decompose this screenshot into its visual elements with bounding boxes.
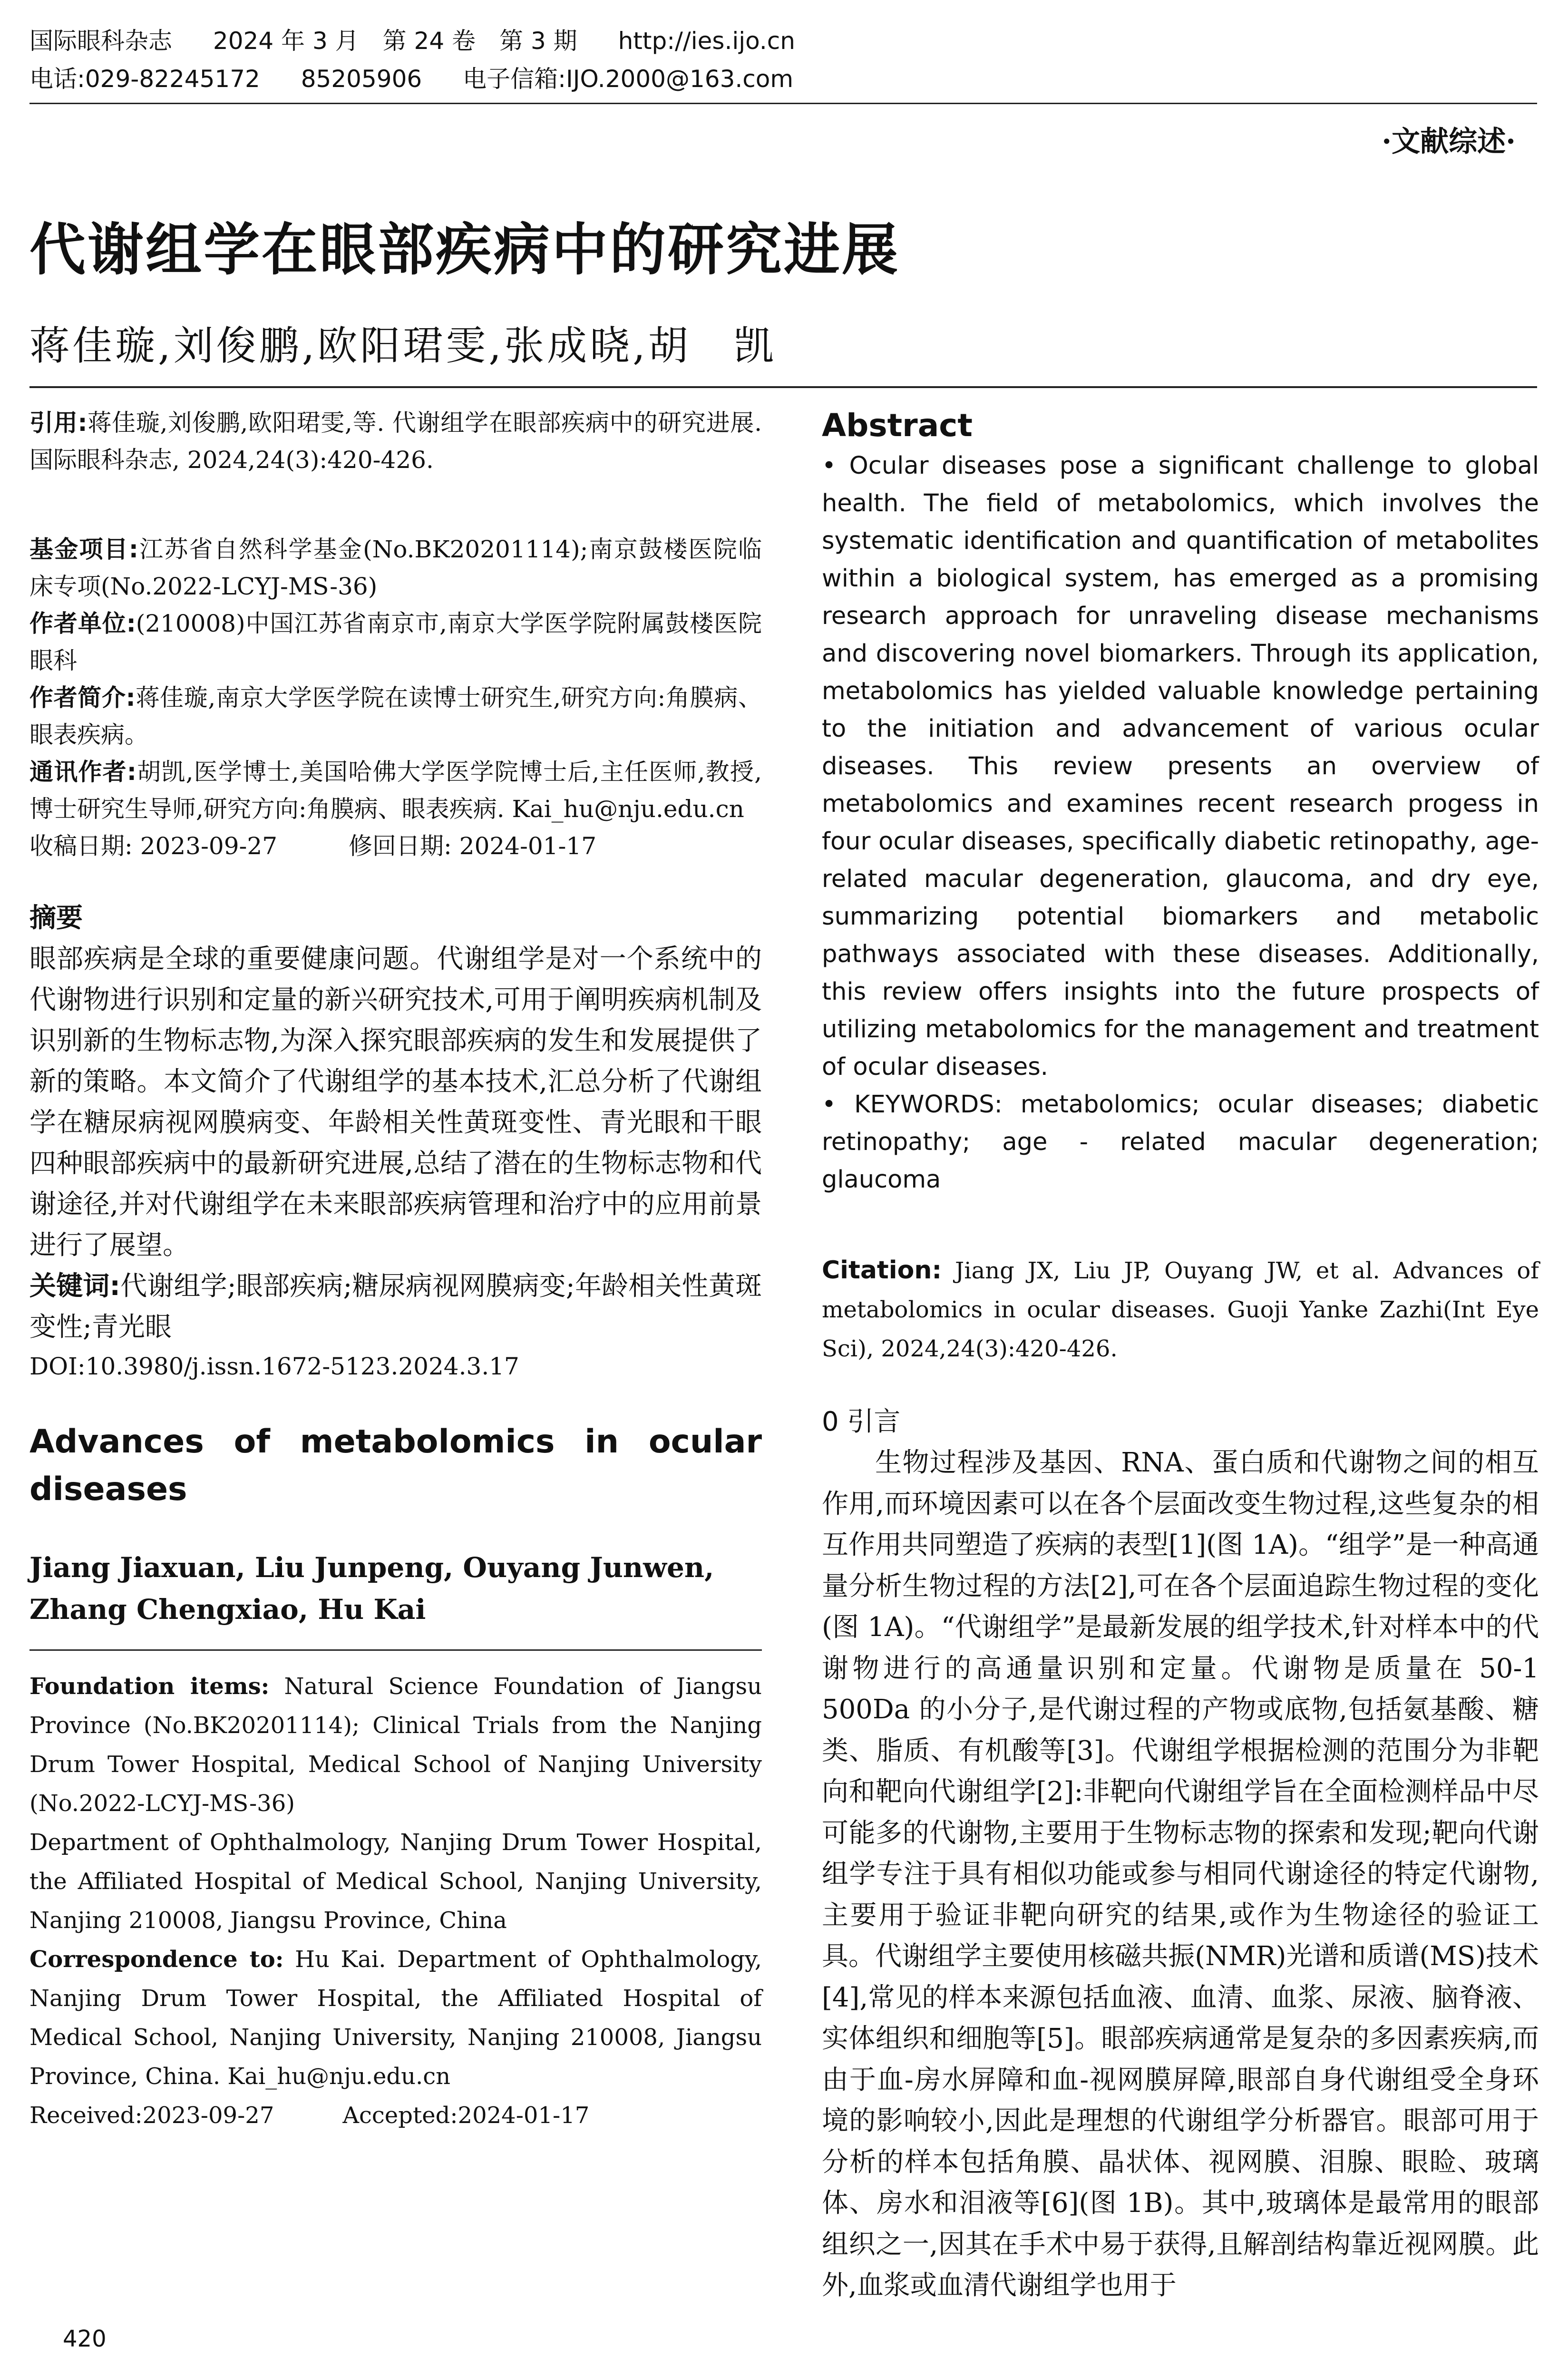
- english-title: Advances of metabolomics in ocular diseases: [29, 1423, 762, 1508]
- doi[interactable]: DOI:10.3980/j.issn.1672-5123.2024.3.17: [29, 1353, 519, 1380]
- email[interactable]: 电子信箱:IJO.2000@163.com: [463, 65, 794, 93]
- authors-chinese: 蒋佳璇,刘俊鹏,欧阳珺雯,张成晓,胡 凯: [29, 322, 777, 369]
- correspondence-en: Correspondence to: Hu Kai. Department of Ophthalmology, Nanjing Drum Tower Hospital, the Affiliated Hospital of Medical School, Nanjing University, Nanjing 210008, Jiangsu Province, China. Kai_hu@nju.edu.cn: [29, 1946, 762, 2090]
- issue-info: 2024 年 3 月 第 24 卷 第 3 期: [213, 27, 577, 55]
- unit-cn: 作者单位:(210008)中国江苏省南京市,南京大学医学院附属鼓楼医院眼科: [29, 610, 762, 674]
- intro-heading: 0 引言: [822, 1406, 901, 1437]
- phone-2: 85205906: [301, 65, 422, 93]
- journal-header: [29, 22, 1537, 98]
- citation-en: Citation: Jiang JX, Liu JP, Ouyang JW, et al. Advances of metabolomics in ocular diseases. Guoji Yanke Zazhi(Int Eye Sci), 2024,24(3):420-426.: [822, 1256, 1539, 1362]
- english-header-divider: [29, 1649, 762, 1651]
- header-divider: [29, 103, 1537, 104]
- english-authors: Jiang Jiaxuan, Liu Junpeng, Ouyang Junwen, Zhang Chengxiao, Hu Kai: [29, 1551, 714, 1626]
- header-line-1: [29, 22, 1537, 60]
- foundation-cn: 基金项目:江苏省自然科学基金(No.BK20201114);南京鼓楼医院临床专项(No.2022-LCYJ-MS-36): [29, 536, 762, 600]
- department-en: Department of Ophthalmology, Nanjing Drum Tower Hospital, the Affiliated Hospital of Medical School, Nanjing University, Nanjing 210008, Jiangsu Province, China: [29, 1829, 762, 1934]
- abstract-heading-en: Abstract: [822, 407, 973, 444]
- article-category: ·文献综述·: [1382, 125, 1516, 158]
- bio-cn: 作者简介:蒋佳璇,南京大学医学院在读博士研究生,研究方向:角膜病、眼表疾病。: [29, 684, 762, 749]
- left-column: [29, 404, 762, 2135]
- keywords-cn: 关键词:代谢组学;眼部疾病;糖尿病视网膜病变;年龄相关性黄斑变性;青光眼: [29, 1271, 762, 1343]
- title-divider: [29, 386, 1537, 388]
- dates-cn: 收稿日期: 2023-09-27 修回日期: 2024-01-17: [29, 832, 597, 860]
- journal-url[interactable]: http://ies.ijo.cn: [618, 27, 795, 55]
- page-number: 420: [63, 2326, 107, 2352]
- dates-en: Received:2023-09-27 Accepted:2024-01-17: [29, 2102, 590, 2129]
- citation-cn: 引用:蒋佳璇,刘俊鹏,欧阳珺雯,等. 代谢组学在眼部疾病中的研究进展. 国际眼科杂志, 2024,24(3):420-426.: [29, 409, 762, 474]
- phone: 电话:029-82245172: [29, 65, 260, 93]
- abstract-en: • Ocular diseases pose a significant challenge to global health. The field of metabolomics, which involves the systematic identification and quantification of metabolites within a biological system, has emerged as a promising research approach for unraveling disease mechanisms and discovering novel biomarkers. Through its application, metabolomics has yielded valuable knowledge pertaining to the initiation and advancement of various ocular diseases. This review presents an overview of metabolomics and examines recent research progess in four ocular diseases, specifically diabetic retinopathy, age-related macular degeneration, glaucoma, and dry eye, summarizing potential biomarkers and metabolic pathways associated with these diseases. Additionally, this review offers insights into the future prospects of utilizing metabolomics for the management and treatment of ocular diseases.: [822, 452, 1539, 1081]
- correspondence-cn: 通讯作者:胡凯,医学博士,美国哈佛大学医学院博士后,主任医师,教授,博士研究生导师,研究方向:角膜病、眼表疾病. Kai_hu@nju.edu.cn: [29, 758, 762, 823]
- abstract-heading-cn: 摘要: [29, 903, 83, 934]
- intro-paragraph: 生物过程涉及基因、RNA、蛋白质和代谢物之间的相互作用,而环境因素可以在各个层面改变生物过程,这些复杂的相互作用共同塑造了疾病的表型[1](图 1A)。“组学”是一种高通量分析生物过程的方法[2],可在各个层面追踪生物过程的变化(图 1A)。“代谢组学”是最新发展的组学技术,针对样本中的代谢物进行的高通量识别和定量。代谢物是质量在 50-1 500Da 的小分子,是代谢过程的产物或底物,包括氨基酸、糖类、脂质、有机酸等[3]。代谢组学根据检测的范围分为非靶向和靶向代谢组学[2]:非靶向代谢组学旨在全面检测样品中尽可能多的代谢物,主要用于生物标志物的探索和发现;靶向代谢组学专注于具有相似功能或参与相同代谢途径的特定代谢物,主要用于验证非靶向研究的结果,或作为生物途径的验证工具。代谢组学主要使用核磁共振(NMR)光谱和质谱(MS)技术[4],常见的样本来源包括血液、血清、血浆、尿液、脑脊液、实体组织和细胞等[5]。眼部疾病通常是复杂的多因素疾病,而由于血-房水屏障和血-视网膜屏障,眼部自身代谢组受全身环境的影响较小,因此是理想的代谢组学分析器官。眼部可用于分析的样本包括角膜、晶状体、视网膜、泪腺、眼睑、玻璃体、房水和泪液等[6](图 1B)。其中,玻璃体是最常用的眼部组织之一,因其在手术中易于获得,且解剖结构靠近视网膜。此外,血浆或血清代谢组学也用于: [822, 1447, 1539, 2301]
- right-column: [822, 404, 1539, 2307]
- foundation-en: Foundation items: Natural Science Foundation of Jiangsu Province (No.BK20201114); Clinical Trials from the Nanjing Drum Tower Hospital, Medical School of Nanjing University (No.2022-LCYJ-MS-36): [29, 1673, 762, 1817]
- article-title: 代谢组学在眼部疾病中的研究进展: [29, 217, 900, 283]
- abstract-cn: 眼部疾病是全球的重要健康问题。代谢组学是对一个系统中的代谢物进行识别和定量的新兴研究技术,可用于阐明疾病机制及识别新的生物标志物,为深入探究眼部疾病的发生和发展提供了新的策略。本文简介了代谢组学的基本技术,汇总分析了代谢组学在糖尿病视网膜病变、年龄相关性黄斑变性、青光眼和干眼四种眼部疾病中的最新研究进展,总结了潜在的生物标志物和代谢途径,并对代谢组学在未来眼部疾病管理和治疗中的应用前景进行了展望。: [29, 944, 762, 1261]
- journal-name: 国际眼科杂志: [29, 27, 172, 55]
- keywords-en: • KEYWORDS: metabolomics; ocular diseases; diabetic retinopathy; age - related macular degeneration; glaucoma: [822, 1091, 1539, 1194]
- header-line-2: [29, 60, 1537, 98]
